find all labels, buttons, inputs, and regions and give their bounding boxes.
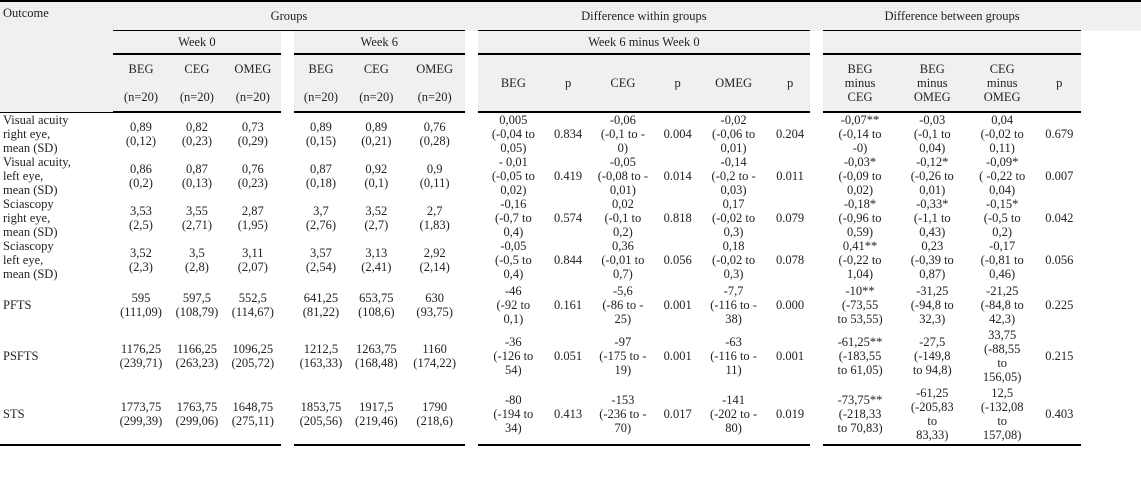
header-row-1 — [0, 1, 1141, 31]
week6-value: 0,9 (0,11) — [419, 162, 450, 190]
col-ceg-w6: CEG — [348, 54, 404, 83]
week6-value: 0,76 (0,28) — [419, 120, 450, 148]
within-p-value: 0.056 — [663, 253, 692, 267]
week0-value: 0,89 (0,12) — [125, 120, 157, 148]
week6-value: 1917,5 (219,46) — [348, 384, 404, 445]
week0-value: 2,87 (1,95) — [237, 204, 268, 232]
within-p-value: 0.079 — [776, 211, 805, 225]
week6-value: 1853,75 (205,56) — [294, 384, 349, 445]
outcome-label: Sciascopy left eye, mean (SD) — [3, 239, 58, 281]
between-diff-value: -0,09* ( -0,22 to 0,04) — [979, 155, 1026, 197]
within-diff-value: -7,7 (-116 to - 38) — [710, 283, 757, 326]
within-p-value: 0.004 — [663, 127, 692, 141]
week0-value: 0,82 (0,23) — [181, 120, 213, 148]
n-omeg-w6: (n=20) — [404, 83, 465, 112]
within-p-value: 0.574 — [554, 211, 583, 225]
week0-value: 1763,75 (299,06) — [169, 384, 225, 445]
outcome-label: Sciascopy right eye, mean (SD) — [3, 197, 58, 239]
within-diff-value: -80 (-194 to 34) — [478, 384, 549, 445]
between-diff-value: 0,41** (-0,22 to 1,04) — [838, 239, 882, 281]
table-body — [0, 112, 1141, 445]
within-diff-value: -0,06 (-0,1 to - 0) — [600, 113, 645, 155]
week6-value: 2,7 (1,83) — [419, 204, 450, 232]
within-p-value: 0.844 — [554, 253, 583, 267]
n-beg-w6: (n=20) — [294, 83, 349, 112]
outcome-label: Visual acuity right eye, mean (SD) — [3, 112, 69, 155]
between-diff-value: -27,5 (-149,8 to 94,8) — [912, 335, 952, 377]
within-p-value: 0.051 — [554, 349, 583, 363]
within-p-value: 0.204 — [776, 127, 805, 141]
week0-value: 1096,25 (205,72) — [231, 342, 275, 370]
col-p2: p — [658, 54, 696, 112]
within-p-value: 0.834 — [554, 127, 583, 141]
between-diff-value: -0,03 (-0,1 to 0,04) — [913, 113, 951, 155]
between-p-value: 0.225 — [1045, 297, 1074, 312]
table-row — [0, 197, 1141, 239]
within-p-value: 0.818 — [663, 211, 692, 225]
week0-value: 595 (111,09) — [120, 290, 162, 319]
within-diff-value: -5,6 (-86 to - 25) — [602, 283, 644, 326]
between-diff-value: -0,15* (-0,5 to 0,2) — [983, 197, 1021, 239]
week0-value: 3,11 (2,07) — [237, 246, 268, 274]
within-diff-value: 0,02 (-0,1 to 0,2) — [604, 197, 642, 239]
week6-value: 3,13 (2,41) — [361, 246, 392, 274]
week6-value: 3,7 (2,76) — [305, 204, 337, 232]
between-diff-value: -0,07** (-0,14 to -0) — [838, 113, 882, 155]
table-row — [0, 328, 1141, 384]
col-omeg-w6: OMEG — [404, 54, 465, 83]
n-ceg-w0: (n=20) — [169, 83, 225, 112]
between-diff-value: -21,25 (-84,8 to 42,3) — [980, 283, 1024, 326]
week6-value: 1790 (218,6) — [404, 384, 465, 445]
within-p-value: 0.014 — [663, 169, 692, 183]
col-beg-minus-ceg: BEG minus CEG — [823, 54, 898, 112]
within-p-value: 0.019 — [770, 384, 810, 445]
week0-value: 1773,75 (299,39) — [113, 384, 169, 445]
groups-header: Groups — [113, 1, 465, 31]
between-diff-value: -61,25 (-205,83 to 83,33) — [897, 384, 967, 445]
outcome-label: PFTS — [3, 297, 32, 312]
outcome-label: Visual acuity, left eye, mean (SD) — [3, 155, 71, 197]
col-ceg-minus-omeg: CEG minus OMEG — [967, 54, 1037, 112]
between-diff-value: -73,75** (-218,33 to 70,83) — [823, 384, 898, 445]
within-diff-value: -141 (-202 to - 80) — [697, 384, 770, 445]
week0-value: 1648,75 (275,11) — [225, 384, 281, 445]
between-diff-value: -0,17 (-0,81 to 0,46) — [980, 239, 1024, 281]
within-p-value: 0.001 — [663, 297, 692, 312]
between-p-value: 0.215 — [1045, 349, 1074, 363]
within-p-value: 0.001 — [663, 349, 692, 363]
between-p-value: 0.679 — [1045, 127, 1074, 141]
within-p-value: 0.078 — [776, 253, 805, 267]
week0-value: 552,5 (114,67) — [231, 290, 274, 319]
week0-value: 3,53 (2,5) — [129, 204, 153, 232]
header-row-2 — [0, 31, 1141, 55]
week6-value: 0,89 (0,21) — [361, 120, 392, 148]
between-p-value: 0.056 — [1045, 253, 1074, 267]
within-diff-value: -0,02 (-0,06 to 0,01) — [712, 113, 756, 155]
within-diff-value: -97 (-175 to - 19) — [599, 335, 647, 377]
n-ceg-w6: (n=20) — [348, 83, 404, 112]
week0-value: 3,5 (2,8) — [184, 246, 209, 274]
between-diff-value: -0,12* (-0,26 to 0,01) — [910, 155, 954, 197]
within-groups-header: Difference within groups — [478, 1, 810, 31]
between-diff-value: -0,03* (-0,09 to 0,02) — [838, 155, 882, 197]
table-row — [0, 112, 1141, 155]
header-row-3 — [0, 54, 1141, 83]
within-p-value: 0.161 — [554, 297, 583, 312]
within-p-value: 0.011 — [776, 169, 804, 183]
within-p-value: 0.413 — [549, 384, 587, 445]
between-diff-value: 12,5 (-132,08 to 157,08) — [967, 384, 1037, 445]
between-p-value: 0.007 — [1045, 169, 1074, 183]
week6-value: 653,75 (108,6) — [358, 290, 395, 319]
n-omeg-w0: (n=20) — [225, 83, 281, 112]
between-p-value: 0.403 — [1037, 384, 1081, 445]
table-row — [0, 155, 1141, 197]
within-p-value: 0.001 — [776, 349, 805, 363]
within-diff-value: -0,05 (-0,5 to 0,4) — [494, 239, 532, 281]
between-diff-value: 33,75 (-88,55 to 156,05) — [982, 328, 1022, 384]
between-diff-value: -0,18* (-0,96 to 0,59) — [838, 197, 882, 239]
week0-value: 597,5 (108,79) — [175, 290, 219, 319]
table-row — [0, 384, 1141, 445]
col-omeg-diff: OMEG — [697, 54, 770, 112]
within-diff-value: 0,36 (-0,01 to 0,7) — [601, 239, 645, 281]
week0-value: 3,55 (2,71) — [181, 204, 213, 232]
within-diff-value: -0,05 (-0,08 to - 0,01) — [597, 155, 649, 197]
within-diff-value: -0,14 (-0,2 to - 0,03) — [711, 155, 756, 197]
week6-value: 0,89 (0,15) — [305, 120, 337, 148]
week6-value: 3,52 (2,7) — [364, 204, 389, 232]
week6-header: Week 6 — [294, 31, 465, 55]
table-row — [0, 239, 1141, 281]
week0-header: Week 0 — [113, 31, 281, 55]
within-diff-value: 0,18 (-0,02 to 0,3) — [712, 239, 756, 281]
between-diff-value: 0,04 (-0,02 to 0,11) — [980, 113, 1024, 155]
week6-value: 1160 (174,22) — [413, 342, 456, 370]
between-diff-value: -0,33* (-1,1 to 0,43) — [913, 197, 951, 239]
col-ceg-diff: CEG — [587, 54, 658, 112]
week6-minus-week0-header: Week 6 minus Week 0 — [478, 31, 810, 55]
between-diff-value: 0,23 (-0,39 to 0,87) — [910, 239, 954, 281]
within-diff-value: -63 (-116 to - 11) — [710, 335, 757, 377]
between-diff-value: -61,25** (-183,55 to 61,05) — [837, 335, 883, 377]
col-p3: p — [770, 54, 810, 112]
within-diff-value: -46 (-92 to 0,1) — [496, 283, 531, 326]
week6-value: 0,87 (0,18) — [305, 162, 337, 190]
week0-value: 1166,25 (263,23) — [175, 342, 219, 370]
within-diff-value: - 0,01 (-0,05 to 0,02) — [491, 155, 535, 197]
table-row — [0, 281, 1141, 328]
week6-value: 630 (93,75) — [416, 290, 453, 319]
week0-value: 0,73 (0,29) — [237, 120, 268, 148]
within-p-value: 0.000 — [776, 297, 805, 312]
week6-value: 1263,75 (168,48) — [354, 342, 398, 370]
within-p-value: 0.419 — [554, 169, 583, 183]
week0-value: 0,87 (0,13) — [181, 162, 213, 190]
week6-value: 0,92 (0,1) — [364, 162, 389, 190]
outcome-header: Outcome — [0, 1, 113, 112]
week6-value: 2,92 (2,14) — [419, 246, 450, 274]
week0-value: 0,86 (0,2) — [129, 162, 153, 190]
between-diff-value: -10** (-73,55 to 53,55) — [837, 283, 883, 326]
col-omeg-w0: OMEG — [225, 54, 281, 83]
col-beg-w0: BEG — [113, 54, 169, 83]
between-groups-header: Difference between groups — [823, 1, 1082, 31]
within-diff-value: 0,17 (-0,02 to 0,3) — [712, 197, 756, 239]
within-diff-value: -36 (-126 to 54) — [493, 335, 534, 377]
outcome-label: STS — [0, 384, 113, 445]
between-diff-value: -31,25 (-94,8 to 32,3) — [910, 283, 954, 326]
outcome-label: PSFTS — [3, 349, 39, 363]
week6-value: 1212,5 (163,33) — [299, 342, 343, 370]
within-diff-value: -0,16 (-0,7 to 0,4) — [494, 197, 532, 239]
col-p-between: p — [1037, 54, 1081, 112]
week6-value: 641,25 (81,22) — [302, 290, 340, 319]
n-beg-w0: (n=20) — [113, 83, 169, 112]
week0-value: 0,76 (0,23) — [237, 162, 268, 190]
col-beg-minus-omeg: BEG minus OMEG — [897, 54, 967, 112]
week6-value: 3,57 (2,54) — [305, 246, 337, 274]
col-ceg-w0: CEG — [169, 54, 225, 83]
col-beg-diff: BEG — [478, 54, 549, 112]
within-diff-value: 0,005 (-0,04 to 0,05) — [491, 113, 535, 155]
week0-value: 1176,25 (239,71) — [119, 342, 163, 370]
col-p1: p — [549, 54, 587, 112]
col-beg-w6: BEG — [294, 54, 349, 83]
within-p-value: 0.017 — [658, 384, 696, 445]
week0-value: 3,52 (2,3) — [129, 246, 153, 274]
between-p-value: 0.042 — [1045, 211, 1074, 225]
within-diff-value: -153 (-236 to - 70) — [587, 384, 658, 445]
